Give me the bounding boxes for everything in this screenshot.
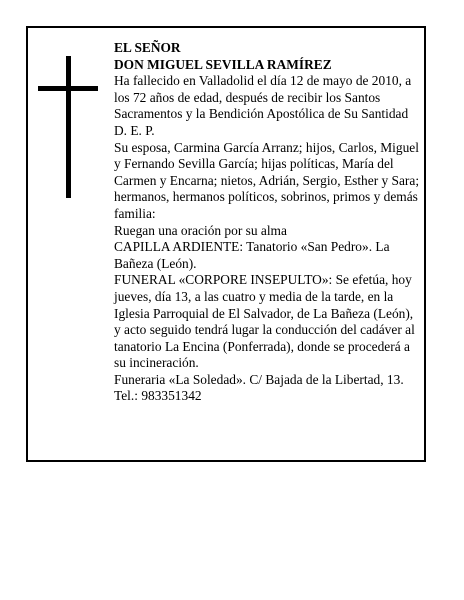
funeral-home-info: Funeraria «La Soledad». C/ Bajada de la Libertad, 13. Tel.: 983351342 xyxy=(114,371,404,404)
notice-body xyxy=(114,40,420,405)
chapel-info: CAPILLA ARDIENTE: Tanatorio «San Pedro». La Bañeza (León). xyxy=(114,239,390,271)
notice-title-line-1: EL SEÑOR xyxy=(114,40,181,55)
cross-vertical-bar xyxy=(66,56,71,198)
obituary-notice xyxy=(26,26,426,462)
death-announcement: Ha fallecido en Valladolid el día 12 de mayo de 2010, a los 72 años de edad, después de recibir los Santos Sacramentos y la Bendición Apostólica de Su Santidad D. E. P. xyxy=(114,73,412,138)
cross-horizontal-bar xyxy=(38,86,98,91)
cross-icon xyxy=(38,56,98,198)
prayer-request: Ruegan una oración por su alma xyxy=(114,222,287,238)
deceased-name: DON MIGUEL SEVILLA RAMÍREZ xyxy=(114,56,332,72)
funeral-info: FUNERAL «CORPORE INSEPULTO»: Se efetúa, hoy jueves, día 13, a las cuatro y media de la tarde, en la Iglesia Parroquial de El Salvador, de La Bañeza (León), y acto seguido tendrá lugar la conducción del cadáver al tanatorio La Encina (Ponferrada), donde se procederá a su incineración. xyxy=(114,272,415,371)
family-list: Su esposa, Carmina García Arranz; hijos, Carlos, Miguel y Fernando Sevilla García; hijas políticas, María del Carmen y Encarna; nietos, Adrián, Sergio, Esther y Sara; hermanos, hermanos políticos, sobrinos, primos y demás familia: xyxy=(114,139,420,221)
